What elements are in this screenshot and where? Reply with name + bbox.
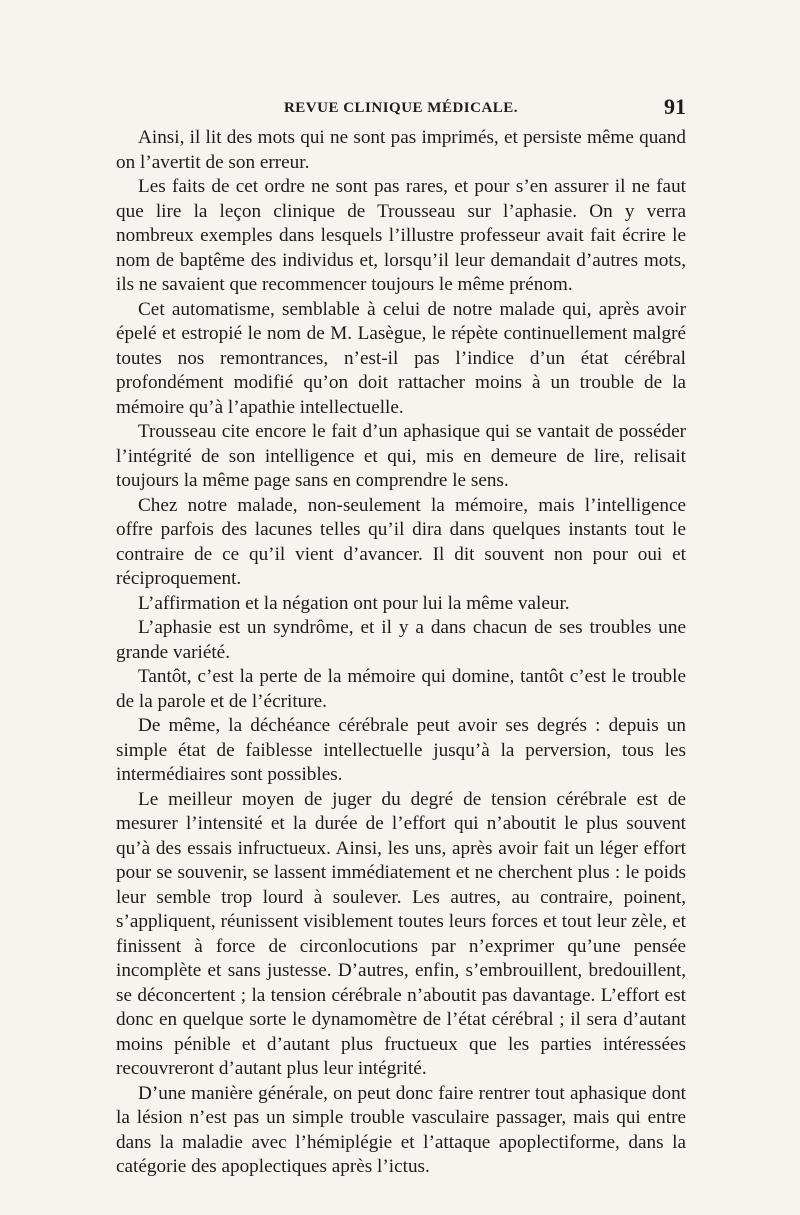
paragraph: L’affirmation et la négation ont pour lui la même valeur. xyxy=(138,592,570,614)
paragraph: Les faits de cet ordre ne sont pas rares, et pour s’en assurer il ne faut que lire la leçon clinique de Trousseau sur l’aphasie. On y verra nombreux exemples dans lesquels l’illustre professeur avait fait écrire le nom de baptême des individus et, lorsqu’il leur demandait d’autres mots, ils ne savaient que recommencer toujours le même prénom. xyxy=(116,176,686,295)
paragraph: Tantôt, c’est la perte de la mémoire qui domine, tantôt c’est le trouble de la parole et de l’écriture. xyxy=(116,666,686,712)
paragraph: Chez notre malade, non-seulement la mémoire, mais l’intelligence offre parfois des lacunes telles qu’il dira dans quelques instants tout le contraire de ce qu’il vient d’avancer. Il dit souvent non pour oui et réciproquement. xyxy=(116,494,686,589)
paragraph: L’aphasie est un syndrôme, et il y a dans chacun de ses troubles une grande variété. xyxy=(116,617,686,663)
paragraph: De même, la déchéance cérébrale peut avoir ses degrés : depuis un simple état de faiblesse intellectuelle jusqu’à la perversion, tous les intermédiaires sont possibles. xyxy=(116,715,686,785)
paragraph: Ainsi, il lit des mots qui ne sont pas imprimés, et persiste même quand on l’avertit de son erreur. xyxy=(116,127,686,173)
paragraph: Trousseau cite encore le fait d’un aphasique qui se vantait de posséder l’intégrité de son intelligence et qui, mis en demeure de lire, relisait toujours la même page sans en comprendre le sens. xyxy=(116,421,686,491)
page-header xyxy=(116,94,686,124)
paragraph: D’une manière générale, on peut donc faire rentrer tout aphasique dont la lésion n’est pas un simple trouble vasculaire passager, mais qui entre dans la maladie avec l’hémiplégie et l’attaque apoplectiforme, dans la catégorie des apoplectiques après l’ictus. xyxy=(116,1082,686,1177)
running-title: REVUE CLINIQUE MÉDICALE. xyxy=(283,100,519,116)
paragraph: Le meilleur moyen de juger du degré de tension cérébrale est de mesurer l’intensité et la durée de l’effort qui n’aboutit le plus souvent qu’à des essais infructueux. Ainsi, les uns, après avoir fait un léger effort pour se souvenir, se lassent immédiatement et ne cherchent plus : le poids leur semble trop lourd à soulever. Les autres, au contraire, poinent, s’appliquent, réunissent visiblement toutes leurs forces et tout leur zèle, et finissent à force de circonlocutions par n’exprimer qu’une pensée incomplète et sans justesse. D’autres, enfin, s’embrouillent, bredouillent, se déconcertent ; la tension cérébrale n’aboutit pas davantage. L’effort est donc en quelque sorte le dynamomètre de l’état cérébral ; il sera d’autant moins pénible et d’autant plus fructueux que les parties intéressées recouvreront d’autant plus leur intégrité. xyxy=(116,788,686,1079)
body-text xyxy=(116,126,686,1180)
paragraph: Cet automatisme, semblable à celui de notre malade qui, après avoir épelé et estropié le nom de M. Lasègue, le répète continuellement malgré toutes nos remontrances, n’est-il pas l’indice d’un état cérébral profondément modifié qu’on doit rattacher moins à un trouble de la mémoire qu’à l’apathie intellectuelle. xyxy=(116,298,686,418)
page-number: 91 xyxy=(664,94,686,119)
